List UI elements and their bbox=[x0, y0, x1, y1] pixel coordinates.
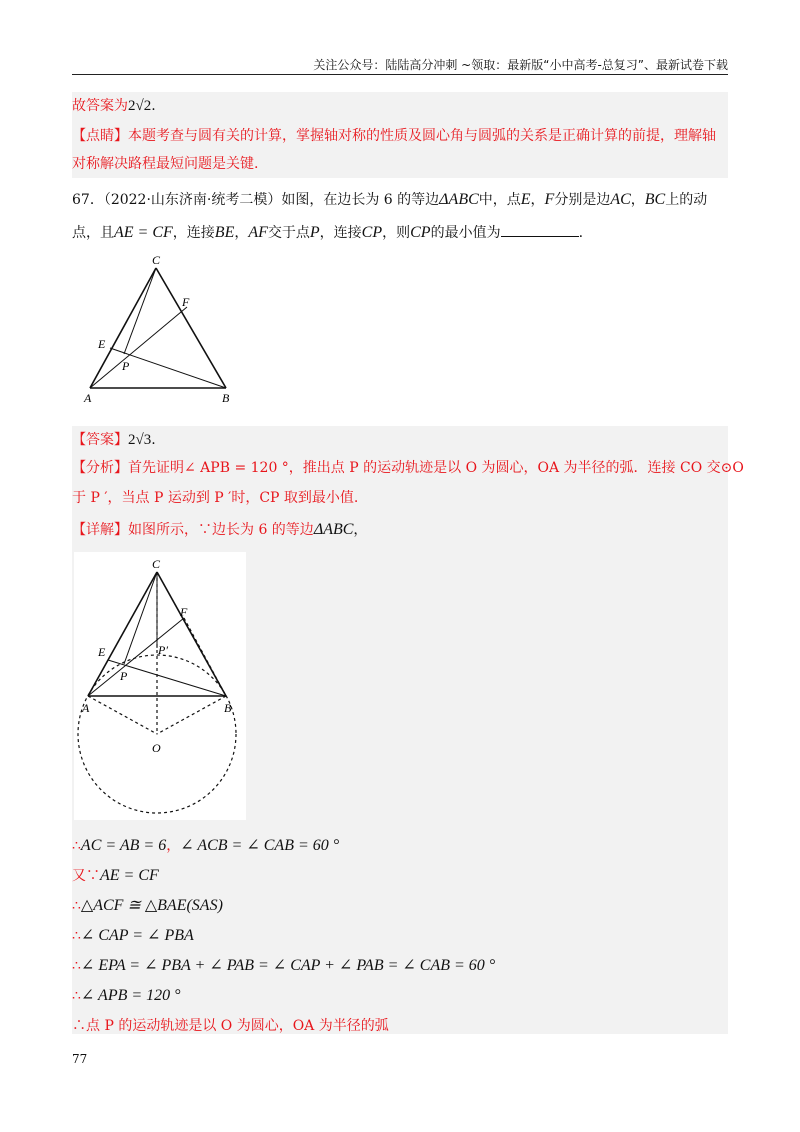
point-tag: 【点睛】 bbox=[72, 128, 128, 144]
triangle-abc: ΔABC bbox=[313, 521, 354, 538]
prev-point-line-2 bbox=[72, 154, 258, 174]
prev-answer-value: 2√2 bbox=[128, 98, 152, 114]
step-math: ∠ APB = 120 ° bbox=[80, 987, 181, 1004]
problem-text: ， bbox=[630, 192, 645, 208]
detail-text: 如图所示，∵边长为 6 的等边 bbox=[128, 522, 314, 538]
fig2-label-p-prime: P′ bbox=[158, 643, 168, 657]
problem-text: ，则 bbox=[382, 225, 411, 241]
problem-text: ，连接 bbox=[172, 225, 215, 241]
problem-text: 的最小值为 bbox=[430, 225, 501, 241]
fig1-label-p: P bbox=[122, 359, 130, 373]
segment-cp: CP bbox=[410, 224, 431, 241]
page-number: 77 bbox=[72, 1052, 88, 1066]
solution-step bbox=[72, 956, 495, 976]
problem-text: . bbox=[578, 225, 584, 241]
fig2-label-c: C bbox=[152, 557, 161, 571]
answer-value: 2√3 bbox=[128, 432, 152, 448]
fig1-label-f: F bbox=[182, 295, 190, 309]
figure-2 bbox=[74, 552, 246, 820]
step-sep: ， bbox=[166, 838, 181, 854]
fig2-label-o: O bbox=[152, 741, 161, 755]
point-p: P bbox=[309, 224, 320, 241]
step-prefix: ∴ bbox=[72, 988, 81, 1004]
problem-text: 分别是边 bbox=[554, 192, 611, 208]
answer-blank bbox=[501, 222, 579, 237]
detail-line bbox=[72, 520, 367, 540]
step-math: ∠ CAP = ∠ PBA bbox=[80, 927, 194, 944]
prev-answer-line: 故答案为2√2. bbox=[72, 98, 156, 114]
step-prefix: ∴点 P 的运动轨迹是以 O 为圆心，OA 为半径的弧 bbox=[72, 1018, 389, 1034]
condition: AE = CF bbox=[114, 224, 173, 241]
problem-text: 中，点 bbox=[478, 192, 521, 208]
side-bc: BC bbox=[644, 191, 666, 208]
fig2-label-b: B bbox=[224, 701, 232, 715]
problem-text: 点，且 bbox=[72, 225, 114, 241]
answer-line bbox=[72, 430, 156, 450]
segment-cp: CP bbox=[361, 224, 383, 241]
fig2-label-p: P bbox=[120, 669, 128, 683]
analysis-tag: 【分析】 bbox=[72, 460, 128, 476]
segment-be: BE bbox=[214, 224, 235, 241]
problem-line-2 bbox=[72, 222, 583, 243]
solution-step bbox=[72, 1016, 389, 1036]
step-math: ∠ EPA = ∠ PBA + ∠ PAB = ∠ CAP + ∠ PAB = ∠ CAB = 60 ° bbox=[80, 957, 496, 974]
step-prefix: ∴ bbox=[72, 838, 81, 854]
detail-tag: 【详解】 bbox=[72, 522, 128, 538]
point-f: F bbox=[544, 191, 555, 208]
step-math: AC = AB = 6 bbox=[80, 837, 167, 854]
solution-step bbox=[72, 986, 181, 1006]
solution-step bbox=[72, 926, 194, 946]
point-text-2: 对称解决路程最短问题是关键. bbox=[72, 156, 259, 172]
problem-text: ， bbox=[530, 192, 545, 208]
side-ac: AC bbox=[610, 191, 631, 208]
step-prefix: 又∵ bbox=[72, 868, 100, 884]
fig1-label-a: A bbox=[84, 391, 92, 405]
header-divider bbox=[72, 74, 728, 75]
fig2-label-e: E bbox=[98, 645, 106, 659]
fig1-label-b: B bbox=[222, 391, 230, 405]
triangle-abc: ΔABC bbox=[439, 191, 479, 208]
step-prefix: ∴ bbox=[72, 898, 81, 914]
fig1-label-c: C bbox=[152, 253, 161, 267]
problem-text: ，连接 bbox=[319, 225, 362, 241]
figure-1 bbox=[80, 252, 250, 410]
step-math: ∠ ACB = ∠ CAB = 60 ° bbox=[180, 837, 340, 854]
problem-text: 交于点 bbox=[267, 225, 310, 241]
segment-af: AF bbox=[248, 224, 268, 241]
page-header: 关注公众号：陆陆高分冲刺 ~领取：最新版“小中高考-总复习”、最新试卷下载 bbox=[313, 58, 728, 72]
analysis-line-1 bbox=[72, 458, 744, 478]
step-prefix: ∴ bbox=[72, 928, 81, 944]
solution-step bbox=[72, 896, 223, 916]
fig2-label-a: A bbox=[82, 701, 90, 715]
problem-text: 上的动 bbox=[665, 192, 708, 208]
step-math: △ACF ≅ △BAE(SAS) bbox=[80, 897, 223, 914]
prev-answer-prefix: 故答案为 bbox=[72, 98, 128, 114]
fig1-label-e: E bbox=[98, 337, 106, 351]
detail-text: ， bbox=[353, 522, 368, 538]
problem-text: ， bbox=[234, 225, 249, 241]
problem-text: 67．（2022·山东济南·统考二模）如图，在边长为 6 的等边 bbox=[72, 192, 440, 208]
step-prefix: ∴ bbox=[72, 958, 81, 974]
answer-dot: . bbox=[151, 432, 156, 448]
solution-step bbox=[72, 836, 339, 856]
answer-tag: 【答案】 bbox=[72, 432, 128, 448]
problem-line-1 bbox=[72, 190, 707, 210]
point-e: E bbox=[520, 191, 531, 208]
solution-step bbox=[72, 866, 159, 886]
fig2-label-f: F bbox=[180, 605, 188, 619]
analysis-text-2: 于 P ′，当点 P 运动到 P ′时，CP 取到最小值. bbox=[72, 490, 359, 506]
step-math: AE = CF bbox=[100, 867, 159, 884]
point-text-1: 本题考查与圆有关的计算，掌握轴对称的性质及圆心角与圆弧的关系是正确计算的前提，理解轴 bbox=[128, 128, 716, 144]
analysis-line-2 bbox=[72, 488, 358, 508]
prev-point-line-1 bbox=[72, 126, 716, 146]
analysis-text-1: 首先证明∠ APB = 120 °，推出点 P 的运动轨迹是以 O 为圆心，OA 为半径的弧．连接 CO 交⊙O bbox=[128, 460, 744, 476]
